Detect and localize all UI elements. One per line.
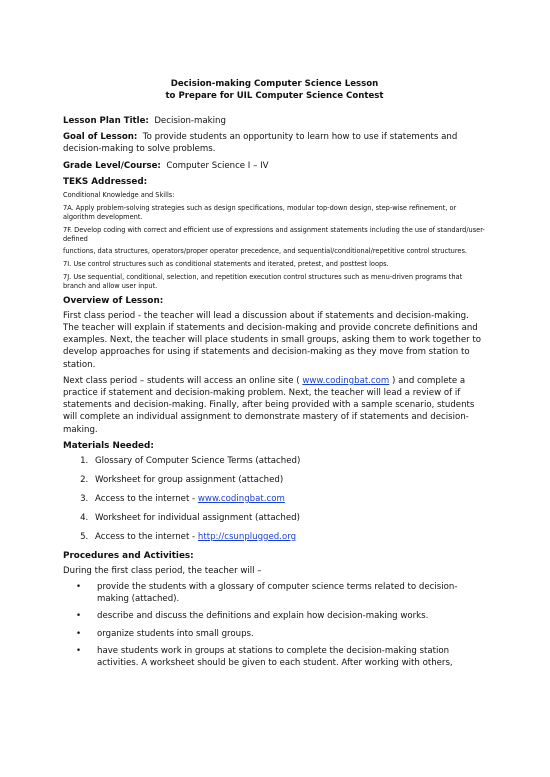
list-item	[63, 610, 486, 622]
bullet-icon: •	[76, 628, 82, 639]
teks-heading: TEKS Addressed:	[63, 176, 148, 187]
overview-paragraph-2-end: ) and complete a practice if statement and decision-making problem. Next, the teacher will lead a review of if statements and decision-making. Finally, after being provided with a sample scenario, students will complete an individual assignment to demonstrate mastery of if statements and decision-making.	[63, 375, 475, 435]
overview-paragraph-2-start: Next class period – students will access an online site (	[63, 375, 303, 386]
material-text: Access to the internet -	[95, 493, 198, 504]
grade-level-value: Computer Science I – IV	[166, 160, 269, 171]
title-line-1: Decision-making Computer Science Lesson	[170, 79, 379, 89]
procedure-text: have students work in groups at stations to complete the decision-making station activities. A worksheet should be given to each student. After working with others,	[97, 645, 453, 669]
procedure-text: provide the students with a glossary of computer science terms related to decision-making (attached).	[97, 582, 458, 605]
document-title	[63, 78, 486, 102]
materials-list	[63, 455, 486, 543]
material-text: Glossary of Computer Science Terms (attached)	[95, 455, 301, 466]
list-item	[91, 493, 486, 505]
list-item	[91, 531, 486, 543]
goal-label: Goal of Lesson:	[63, 132, 138, 143]
procedures-list	[63, 581, 486, 669]
overview-paragraph-2	[63, 375, 486, 436]
overview-heading: Overview of Lesson:	[63, 295, 164, 306]
list-item	[91, 474, 486, 486]
lesson-plan-title	[63, 115, 486, 127]
list-item	[63, 628, 486, 640]
teks-item: 7F. Develop coding with correct and efficient use of expressions and assignment statements including the use of standard/user-defined	[63, 225, 485, 243]
goal-value: To provide students an opportunity to learn how to use if statements and decision-making to solve problems.	[63, 132, 458, 155]
materials-heading: Materials Needed:	[63, 440, 154, 451]
grade-level-label: Grade Level/Course:	[63, 160, 161, 171]
procedure-text: describe and discuss the definitions and explain how decision-making works.	[97, 611, 429, 622]
overview-paragraph-1: First class period - the teacher will lead a discussion about if statements and decision-making. The teacher will explain if statements and decision-making and provide concrete definitions and examples. Next, the teacher will place students in small groups, asking them to work together to develop approaches for using if statements and decision-making as they move from station to station.	[63, 310, 482, 370]
grade-level	[63, 160, 486, 172]
material-text: Worksheet for group assignment (attached)	[95, 474, 284, 485]
list-item	[91, 455, 486, 467]
teks-intro: Conditional Knowledge and Skills:	[63, 190, 175, 199]
lesson-plan-title-label: Lesson Plan Title:	[63, 116, 149, 126]
procedure-text: organize students into small groups.	[97, 628, 254, 639]
material-text: Worksheet for individual assignment (attached)	[95, 512, 300, 523]
bullet-icon: •	[76, 582, 82, 593]
list-item	[63, 581, 486, 605]
codingbat-link[interactable]: www.codingbat.com	[197, 493, 285, 504]
csunplugged-link[interactable]: http://csunplugged.org	[197, 531, 297, 542]
list-item	[91, 512, 486, 524]
bullet-icon: •	[76, 611, 82, 622]
teks-item: 7J. Use sequential, conditional, selection, and repetition execution control structures such as menu-driven programs that branch and allow user input.	[63, 272, 463, 290]
teks-item: 7A. Apply problem-solving strategies such as design specifications, modular top-down design, step-wise refinement, or algorithm development.	[63, 203, 457, 221]
teks-item: functions, data structures, operators/proper operator precedence, and sequential/conditional/repetitive control structures.	[63, 246, 467, 255]
list-item	[63, 645, 486, 669]
goal-of-lesson	[63, 131, 486, 155]
lesson-plan-title-value: Decision-making	[154, 116, 226, 126]
title-line-2: to Prepare for UIL Computer Science Contest	[165, 91, 384, 101]
procedures-heading: Procedures and Activities:	[63, 550, 194, 561]
material-text: Access to the internet -	[95, 531, 198, 542]
codingbat-link[interactable]: www.codingbat.com	[302, 375, 390, 386]
teks-item: 7I. Use control structures such as conditional statements and iterated, pretest, and posttest loops.	[63, 259, 389, 268]
procedures-intro: During the first class period, the teacher will –	[63, 565, 262, 576]
bullet-icon: •	[76, 645, 82, 656]
